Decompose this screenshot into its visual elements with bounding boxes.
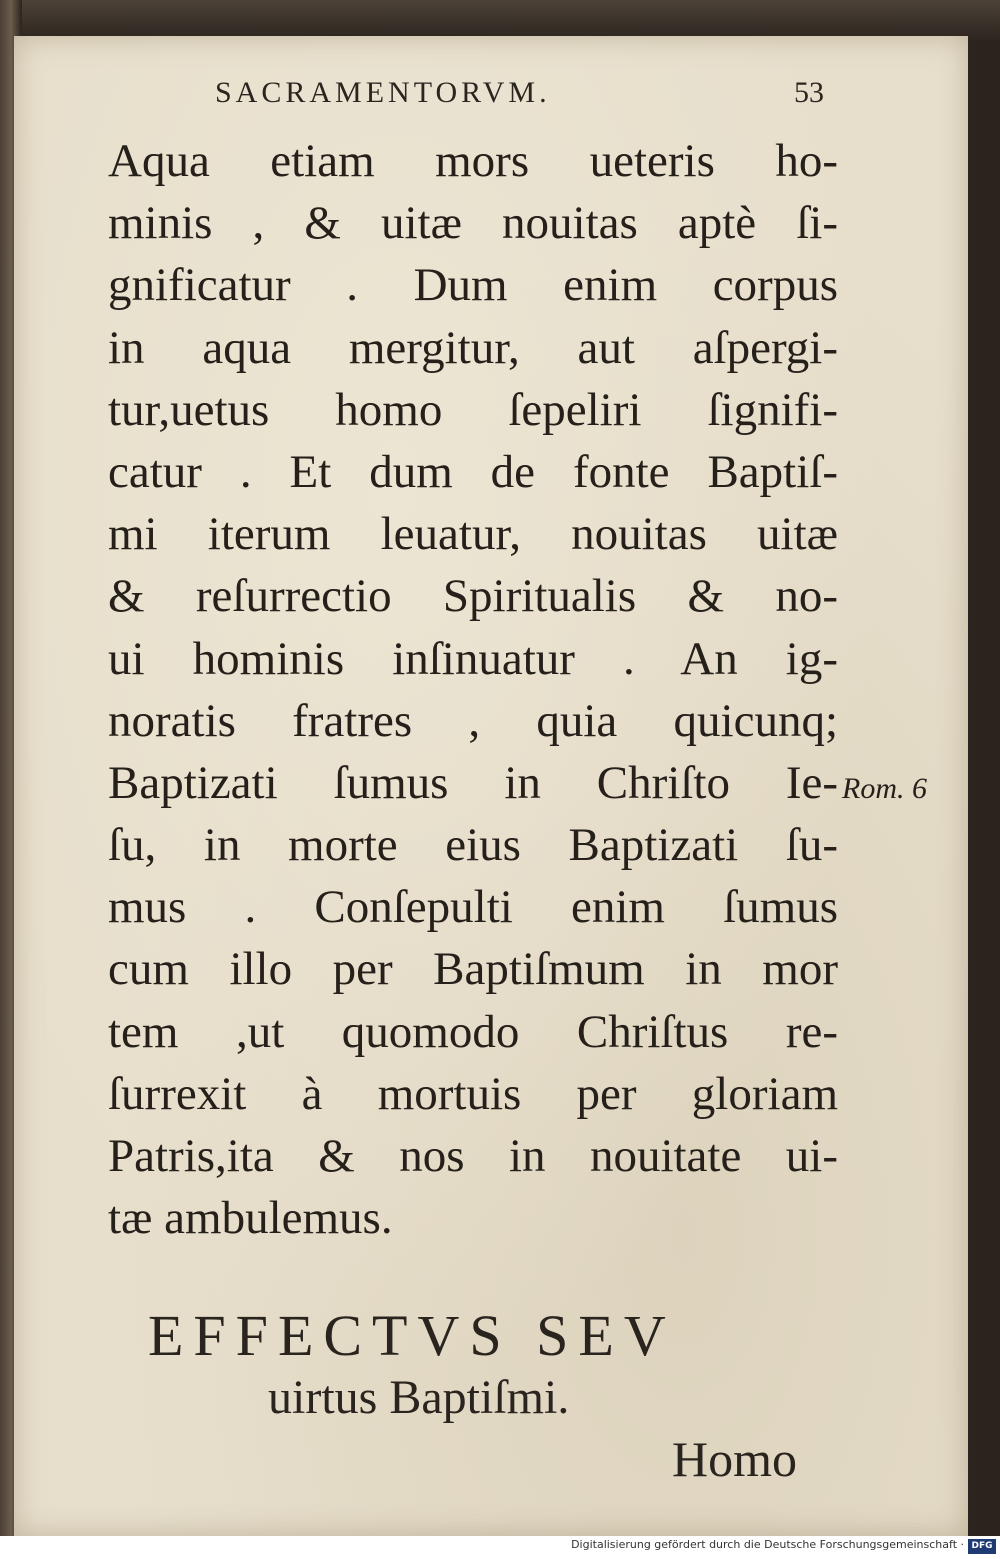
dfg-logo-icon: DFG [968, 1539, 996, 1554]
text-line: & reſurrectio Spiritualis & no- [108, 570, 838, 623]
text-line: in aqua mergitur, aut aſpergi- [108, 321, 838, 374]
text-line: mi iterum leuatur, nouitas uitæ [108, 508, 838, 561]
text-line: ſurrexit à mortuis per gloriam [108, 1067, 838, 1120]
section-heading: EFFECTVS SEV [148, 1303, 676, 1368]
body-text [108, 130, 838, 1249]
text-line: mus . Conſepulti enim ſumus [108, 881, 838, 934]
text-line: ui hominis inſinuatur . An ig- [108, 632, 838, 685]
text-line: tæ ambulemus. [108, 1192, 393, 1245]
text-line: Aqua etiam mors ueteris ho- [108, 135, 838, 187]
text-line: cum illo per Baptiſmum in mor [108, 943, 838, 996]
text-line: tur,uetus homo ſepeliri ſignifi- [108, 383, 838, 436]
text-line: tem ,ut quomodo Chriſtus re- [108, 1005, 838, 1058]
page-number: 53 [794, 76, 824, 109]
running-head: SACRAMENTORVM. [215, 76, 551, 109]
text-line: ſu, in morte eius Baptizati ſu- [108, 819, 838, 872]
text-line: minis , & uitæ nouitas aptè ſi- [108, 197, 838, 250]
text-line: Patris,ita & nos in nouitate ui- [108, 1130, 838, 1182]
catchword: Homo [672, 1431, 797, 1487]
footer-bar [0, 1536, 1000, 1559]
text-line: gnificatur . Dum enim corpus [108, 259, 838, 312]
text-line: catur . Et dum de fonte Baptiſ- [108, 445, 838, 498]
text-line: noratis fratres , quia quicunq; [108, 694, 838, 747]
book-top-edge [0, 0, 1000, 40]
section-subheading: uirtus Baptiſmi. [268, 1371, 570, 1424]
text-line: Baptizati ſumus in Chriſto Ie- [108, 756, 838, 809]
margin-note: Rom. 6 [842, 772, 927, 805]
footer-credit: Digitalisierung gefördert durch die Deutsche Forschungsgemeinschaft · [571, 1538, 964, 1551]
